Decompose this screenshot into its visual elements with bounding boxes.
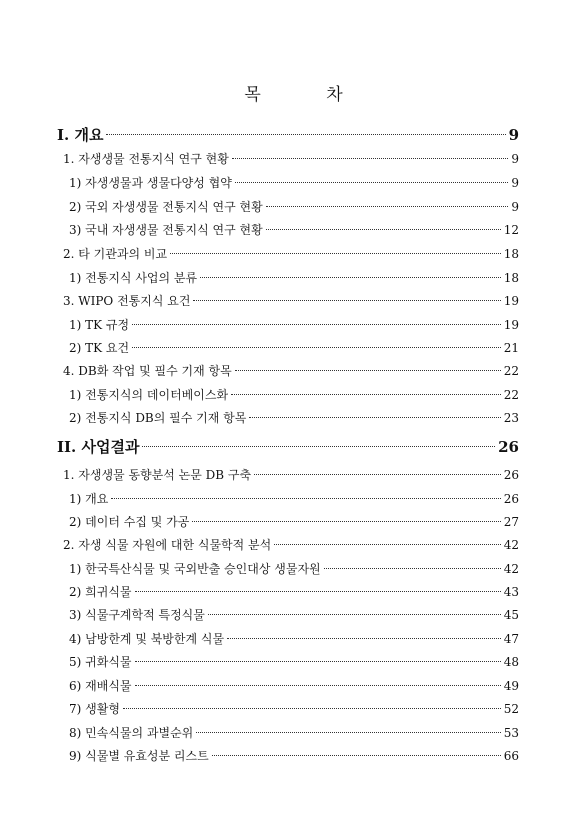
toc-entry-page: 42 <box>503 562 519 576</box>
toc-entry-label: 3. WIPO 전통지식 요건 <box>63 294 191 308</box>
dot-leader <box>132 347 501 348</box>
dot-leader <box>249 417 500 418</box>
dot-leader <box>227 638 501 639</box>
toc-chapter <box>57 436 519 457</box>
toc-section <box>63 466 519 483</box>
dot-leader <box>235 370 501 371</box>
toc-subsection <box>69 560 519 577</box>
dot-leader <box>170 253 501 254</box>
toc-subsection <box>69 677 519 694</box>
toc-entry-page: 22 <box>503 364 519 378</box>
toc-subsection <box>69 221 519 238</box>
toc-entry-label: 2) 희귀식물 <box>69 585 132 599</box>
toc-entry-label: 1) 전통지식의 데이터베이스화 <box>69 388 229 402</box>
toc-subsection <box>69 269 519 286</box>
toc-section <box>63 536 519 553</box>
toc-entry-page: 9 <box>511 176 519 190</box>
toc-subsection <box>69 513 519 530</box>
toc-section <box>63 292 519 309</box>
toc-entry-label: 1) 한국특산식물 및 국외반출 승인대상 생물자원 <box>69 562 321 576</box>
toc-entry-label: 3) 국내 자생생물 전통지식 연구 현황 <box>69 223 263 237</box>
toc-entry-label: I. 개요 <box>57 126 104 144</box>
toc-entry-label: II. 사업결과 <box>57 438 140 456</box>
dot-leader <box>232 158 509 159</box>
toc-entry-page: 22 <box>503 388 519 402</box>
toc-section <box>63 150 519 167</box>
dot-leader <box>235 182 508 183</box>
toc-entry-page: 19 <box>503 318 519 332</box>
dot-leader <box>193 300 500 301</box>
dot-leader <box>135 661 501 662</box>
toc-entry-label: 2) 전통지식 DB의 필수 기재 항목 <box>69 411 247 425</box>
toc-entry-page: 66 <box>503 749 519 763</box>
toc-entry-page: 48 <box>503 655 519 669</box>
dot-leader <box>132 324 501 325</box>
toc-entry-page: 26 <box>503 468 519 482</box>
toc-entry-label: 7) 생활형 <box>69 702 120 716</box>
toc-entry-label: 9) 식물별 유효성분 리스트 <box>69 749 209 763</box>
toc-subsection <box>69 490 519 507</box>
toc-entry-page: 12 <box>503 223 519 237</box>
dot-leader <box>324 568 501 569</box>
toc-entry-page: 18 <box>503 247 519 261</box>
dot-leader <box>111 498 500 499</box>
dot-leader <box>266 206 509 207</box>
toc-chapter <box>57 124 519 145</box>
dot-leader <box>266 229 501 230</box>
dot-leader <box>208 614 501 615</box>
toc-entry-label: 2) 국외 자생생물 전통지식 연구 현황 <box>69 200 263 214</box>
toc-entry-page: 42 <box>503 538 519 552</box>
dot-leader <box>135 685 501 686</box>
toc-entry-label: 1) 개요 <box>69 492 109 506</box>
dot-leader <box>123 708 501 709</box>
toc-entry-page: 49 <box>503 679 519 693</box>
toc-entry-label: 3) 식물구계학적 특정식물 <box>69 608 205 622</box>
toc-entry-page: 27 <box>503 515 519 529</box>
toc-entry-page: 47 <box>503 632 519 646</box>
toc-entry-page: 45 <box>503 608 519 622</box>
toc-entry-label: 2) TK 요건 <box>69 341 130 355</box>
toc-entry-label: 1. 자생생물 동향분석 논문 DB 구축 <box>63 468 252 482</box>
toc-entry-label: 4. DB화 작업 및 필수 기재 항목 <box>63 364 232 378</box>
toc-subsection <box>69 747 519 764</box>
toc-subsection <box>69 386 519 403</box>
toc-entry-page: 19 <box>503 294 519 308</box>
page-title: 목 차 <box>244 85 373 105</box>
toc-entry-page: 26 <box>498 438 519 456</box>
dot-leader <box>135 591 501 592</box>
toc-entry-label: 4) 남방한계 및 북방한계 식물 <box>69 632 225 646</box>
toc-entry-label: 1) 전통지식 사업의 분류 <box>69 271 198 285</box>
dot-leader <box>142 446 495 447</box>
toc-entry-page: 21 <box>503 341 519 355</box>
toc-entry-label: 1. 자생생물 전통지식 연구 현황 <box>63 152 229 166</box>
dot-leader <box>231 394 501 395</box>
toc-subsection <box>69 316 519 333</box>
toc-section <box>63 245 519 262</box>
toc-subsection <box>69 583 519 600</box>
toc-entry-page: 18 <box>503 271 519 285</box>
toc-entry-page: 52 <box>503 702 519 716</box>
toc-entry-page: 26 <box>503 492 519 506</box>
toc-entry-page: 9 <box>508 126 519 144</box>
dot-leader <box>200 277 501 278</box>
toc-entry-page: 9 <box>511 152 519 166</box>
toc-subsection <box>69 198 519 215</box>
toc-section <box>63 362 519 379</box>
toc-entry-page: 43 <box>503 585 519 599</box>
toc-subsection <box>69 339 519 356</box>
toc-entry-page: 53 <box>503 726 519 740</box>
toc-entry-page: 23 <box>503 411 519 425</box>
toc-subsection <box>69 700 519 717</box>
dot-leader <box>106 134 505 135</box>
dot-leader <box>254 474 501 475</box>
toc-entry-page: 9 <box>511 200 519 214</box>
dot-leader <box>274 544 501 545</box>
toc-entry-label: 2. 자생 식물 자원에 대한 식물학적 분석 <box>63 538 272 552</box>
toc-subsection <box>69 409 519 426</box>
toc-subsection <box>69 653 519 670</box>
dot-leader <box>196 732 500 733</box>
toc-subsection <box>69 174 519 191</box>
toc-entry-label: 6) 재배식물 <box>69 679 132 693</box>
toc-entry-label: 1) 자생생물과 생물다양성 협약 <box>69 176 232 190</box>
toc-entry-label: 2) 데이터 수집 및 가공 <box>69 515 190 529</box>
dot-leader <box>192 521 500 522</box>
toc-entry-label: 8) 민속식물의 과별순위 <box>69 726 194 740</box>
toc-entry-label: 5) 귀화식물 <box>69 655 132 669</box>
toc-subsection <box>69 724 519 741</box>
dot-leader <box>212 755 501 756</box>
toc-subsection <box>69 630 519 647</box>
toc-entry-label: 2. 타 기관과의 비교 <box>63 247 168 261</box>
toc-subsection <box>69 606 519 623</box>
toc-entry-label: 1) TK 규정 <box>69 318 130 332</box>
